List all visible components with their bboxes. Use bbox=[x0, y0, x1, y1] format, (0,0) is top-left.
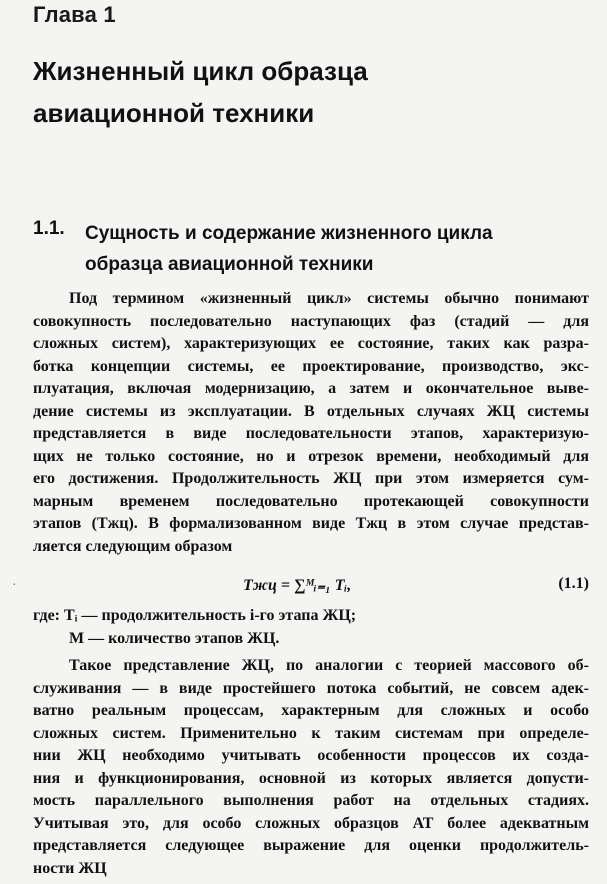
text-line: дение системы из эксплуатации. В отдельных случаях ЖЦ системы bbox=[33, 402, 589, 420]
text-line: щих не только состояние, но и отрезок времени, необходимый для bbox=[33, 447, 589, 465]
text-line: ватно реальным процессам, характерным для сложных и особо bbox=[33, 702, 589, 719]
text-line: Под термином «жизненный цикл» системы обычно понимают bbox=[69, 290, 589, 307]
text-line: этапов (Tжц). В формализованном виде Tжц в этом случае представ- bbox=[33, 515, 589, 532]
text-line: Учитывая это, для особо сложных образцов АТ более адекватным bbox=[33, 814, 589, 832]
text-line: ности ЖЦ bbox=[33, 859, 107, 877]
legend-line: где: Tᵢ — продолжительность i-го этапа ЖЦ; bbox=[33, 607, 357, 624]
section-title-line: образца авиационной техники bbox=[85, 254, 374, 275]
text-line: сложных систем. Применительно к таким системам при определе- bbox=[33, 724, 589, 742]
legend-line: M — количество этапов ЖЦ. bbox=[69, 630, 280, 647]
section-title bbox=[85, 218, 493, 280]
chapter-heading: Глава 1 bbox=[33, 2, 116, 27]
chapter-title bbox=[33, 50, 368, 134]
text-line: ляется следующим образом bbox=[33, 537, 233, 555]
text-line: совокупность последовательно наступающих фаз (стадий — для bbox=[33, 312, 589, 330]
text-line: сложных систем), характеризующих ее состояние, таких как разра- bbox=[33, 335, 589, 352]
text-line: служивания — в виде простейшего потока событий, не совсем адек- bbox=[33, 679, 589, 697]
text-line: Такое представление ЖЦ, по аналогии с теорией массового об- bbox=[69, 657, 589, 674]
formula-number: (1.1) bbox=[558, 575, 589, 592]
formula-1-1 bbox=[33, 575, 589, 599]
scan-mark: · bbox=[12, 578, 17, 593]
paragraph-2 bbox=[33, 655, 589, 880]
chapter-title-line: авиационной техники bbox=[33, 98, 315, 128]
formula-legend bbox=[33, 604, 356, 650]
text-line: его достижения. Продолжительность ЖЦ при этом измеряется сум- bbox=[33, 470, 589, 487]
text-line: ния и функционирования, основной из которых является допусти- bbox=[33, 769, 589, 787]
section-title-line: Сущность и содержание жизненного цикла bbox=[85, 223, 493, 244]
text-line: нии ЖЦ необходимо учитывать особенности процессов их созда- bbox=[33, 747, 589, 764]
text-line: ботка концепции системы, ее проектирование, производство, экс- bbox=[33, 357, 589, 375]
text-line: представляется следующее выражение для оценки продолжитель- bbox=[33, 837, 589, 854]
paragraph-1 bbox=[33, 288, 589, 558]
text-line: марным временем последовательно протекающей совокупности bbox=[33, 492, 589, 510]
text-line: представляется в виде последовательности этапов, характеризую- bbox=[33, 425, 589, 442]
text-line: мость параллельного выполнения работ на отдельных стадиях. bbox=[33, 792, 589, 809]
formula-expression: Tжц = ∑ᴹᵢ₌₁ Tᵢ, bbox=[243, 577, 352, 594]
chapter-title-line: Жизненный цикл образца bbox=[33, 56, 368, 86]
text-line: плуатация, включая модернизацию, а затем и окончательное выве- bbox=[33, 380, 589, 397]
section-number: 1.1. bbox=[33, 218, 65, 239]
